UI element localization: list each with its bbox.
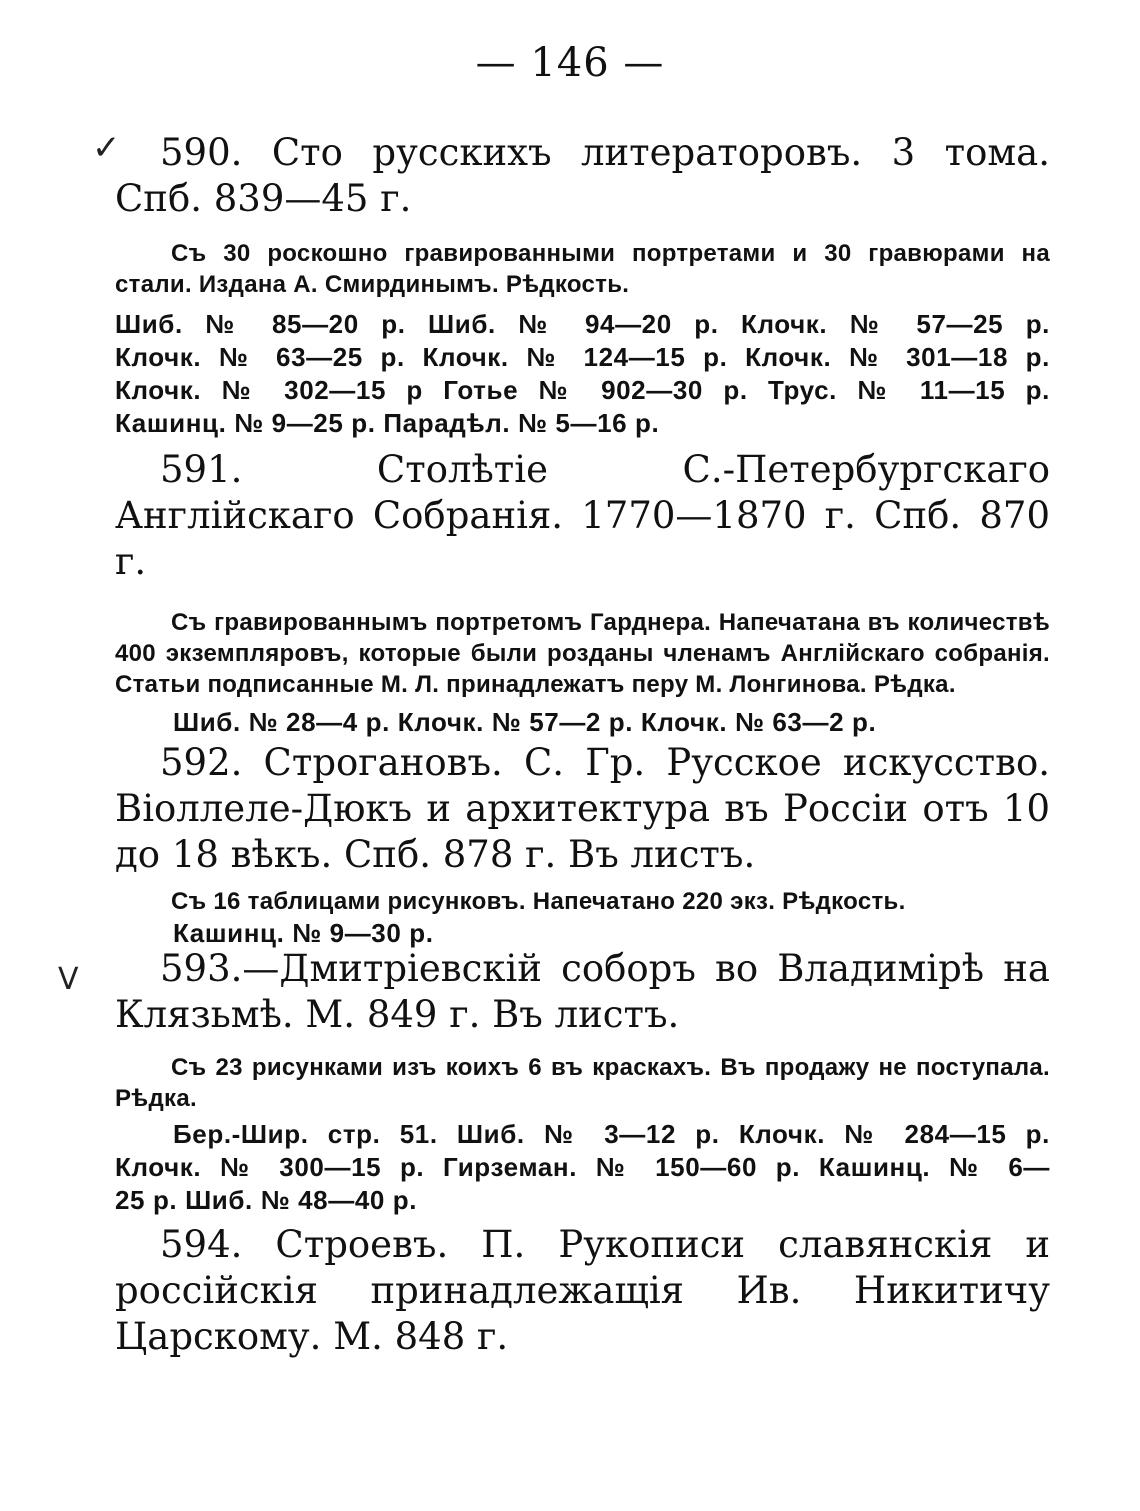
checkmark-icon: V: [58, 962, 79, 997]
reference-line: Шиб. № 85—20 р. Шиб. № 94—20 р. Клочк. № 57—25 р.: [115, 309, 1050, 339]
entry-title: 591. Столѣтіе С.-Петербургскаго Англійскаго Собранія. 1770—1870 г. Спб. 870 г.: [115, 448, 1050, 583]
entry-note: Съ гравированнымъ портретомъ Гарднера. Напечатана въ количествѣ 400 экземпляровъ, которые были розданы членамъ Англійскаго собранія. Статьи подписанные М. Л. принадлежатъ перу М. Лонгинова. Рѣдка.: [115, 609, 1050, 698]
entry-note: Съ 30 роскошно гравированными портретами и 30 гравюрами на стали. Издана А. Смирдинымъ. Рѣдкость.: [115, 240, 1050, 298]
entry-note: Съ 16 таблицами рисунковъ. Напечатано 220 экз. Рѣдкость.: [171, 888, 906, 915]
reference-line: Шиб. № 28—4 р. Клочк. № 57—2 р. Клочк. № 63—2 р.: [173, 707, 877, 737]
entry-references: [115, 706, 1050, 739]
page-number: — 146 —: [475, 40, 665, 86]
reference-line: Кашинц. № 9—25 р. Парадѣл. № 5—16 р.: [115, 408, 660, 438]
reference-line: Клочк. № 300—15 р. Гирземан. № 150—60 р. Кашинц. № 6—: [115, 1152, 1050, 1182]
catalog-entry-594: [115, 1222, 1050, 1360]
reference-line: Кашинц. № 9—30 р.: [173, 918, 434, 948]
reference-line: Клочк. № 302—15 р Готье № 902—30 р. Трус. № 11—15 р.: [115, 375, 1050, 405]
entry-references: [115, 1118, 1050, 1217]
checkmark-icon: ✓: [92, 128, 121, 168]
entry-title: 590. Сто русскихъ литераторовъ. 3 тома. Спб. 839—45 г.: [115, 131, 1050, 220]
entry-title: 593.—Дмитріевскій соборъ во Владимірѣ на Клязьмѣ. М. 849 г. Въ листъ.: [115, 947, 1050, 1036]
catalog-entry-592: [115, 740, 1050, 950]
catalog-entry-593: [115, 946, 1050, 1217]
catalog-entry-591: [115, 447, 1050, 739]
entry-title: 592. Строгановъ. С. Гр. Русское искусство. Віоллеле-Дюкъ и архитектура въ Россіи отъ 10 до 18 вѣкъ. Спб. 878 г. Въ листъ.: [115, 741, 1050, 876]
entry-note: Съ 23 рисунками изъ коихъ 6 въ краскахъ. Въ продажу не поступала. Рѣдка.: [115, 1054, 1050, 1112]
reference-line: Бер.-Шир. стр. 51. Шиб. № 3—12 р. Клочк. № 284—15 р.: [173, 1119, 1050, 1149]
entry-title: 594. Строевъ. П. Рукописи славянскія и россійскія принадлежащія Ив. Никитичу Царскому. М. 848 г.: [115, 1223, 1050, 1358]
reference-line: 25 р. Шиб. № 48—40 р.: [115, 1185, 418, 1215]
entry-references: [115, 308, 1050, 440]
catalog-entry-590: [115, 130, 1050, 440]
reference-line: Клочк. № 63—25 р. Клочк. № 124—15 р. Клочк. № 301—18 р.: [115, 342, 1050, 372]
